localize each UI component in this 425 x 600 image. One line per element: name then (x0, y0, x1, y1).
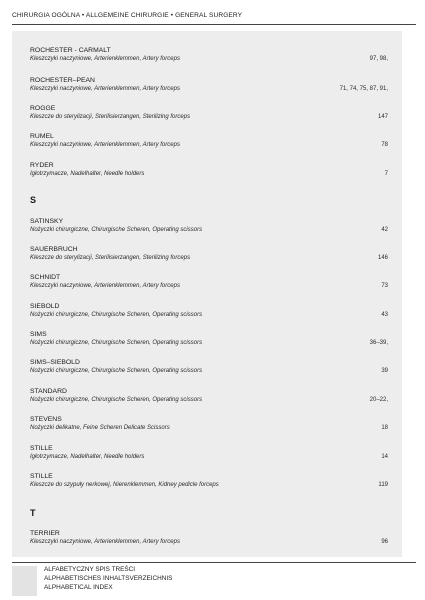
entry-description: Kleszcze do sterylizacji, Sterilisierzangen, Sterilizing forceps (30, 255, 191, 261)
index-entry (30, 104, 388, 122)
entry-name: SIMS–SIEBOLD (30, 359, 80, 366)
entry-description: Kleszczyki naczyniowe, Arterienklemmen, Artery forceps (30, 539, 180, 545)
footer-title (44, 566, 172, 592)
entry-name: ROCHESTER–PEAN (30, 77, 95, 84)
entry-name: SATINSKY (30, 218, 64, 225)
entry-name: STILLE (30, 473, 53, 480)
footer-line-de: ALPHABETISCHES INHALTSVERZEICHNIS (44, 574, 173, 582)
index-entry (30, 444, 388, 462)
entry-name: ROCHESTER - CARMALT (30, 47, 111, 54)
entry-pages: 20–22, (369, 397, 388, 403)
entry-name: SIMS (30, 331, 47, 338)
entry-pages: 14 (381, 454, 388, 460)
entry-description: Igłotrzymacze, Nadelhalter, Needle holders (30, 454, 145, 460)
entry-description: Kleszczyki naczyniowe, Arterienklemmen, Artery forceps (30, 142, 180, 148)
entry-description: Nożyczki chirurgiczne, Chirurgische Scheren, Operating scissors (30, 227, 203, 233)
index-entry (30, 273, 388, 291)
index-entry (30, 415, 388, 433)
entry-name: TERRIER (30, 530, 60, 537)
entry-pages: 96 (381, 539, 388, 545)
footer-marker (12, 566, 37, 596)
entry-pages: 43 (381, 312, 388, 318)
index-entry (30, 46, 388, 64)
entry-pages: 78 (381, 142, 388, 148)
index-entry (30, 302, 388, 320)
entry-description: Nożyczki delikatne, Feine Scheren Delicate Scissors (30, 425, 170, 431)
entry-pages: 71, 74, 75, 87, 91, (339, 86, 388, 92)
footer-line-pl: ALFABETYCZNY SPIS TREŚCI (44, 566, 136, 573)
entry-description: Kleszczyki naczyniowe, Arterienklemmen, Artery forceps (30, 56, 180, 62)
entry-description: Nożyczki chirurgiczne, Chirurgische Scheren, Operating scissors (30, 397, 203, 403)
entry-name: RYDER (30, 162, 54, 169)
entry-name: STANDARD (30, 388, 67, 395)
index-entry (30, 330, 388, 348)
index-entry (30, 245, 388, 263)
index-entry (30, 76, 388, 94)
index-entry (30, 472, 388, 490)
index-entry (30, 217, 388, 235)
entry-pages: 39 (381, 368, 388, 374)
entry-description: Igłotrzymacze, Nadelhalter, Needle holders (30, 171, 145, 177)
entry-name: STILLE (30, 445, 53, 452)
section-letter: T (30, 508, 36, 518)
entry-name: ROGGE (30, 105, 56, 112)
entry-pages: 7 (384, 171, 388, 177)
entry-name: SCHNIDT (30, 274, 61, 281)
index-entry (30, 529, 388, 547)
entry-description: Nożyczki chirurgiczne, Chirurgische Scheren, Operating scissors (30, 340, 203, 346)
entry-pages: 73 (381, 283, 388, 289)
entry-description: Kleszcze do szypuły nerkowej, Nierenklemmen, Kidney pedicle forceps (30, 482, 219, 488)
entry-description: Kleszczyki naczyniowe, Arterienklemmen, Artery forceps (30, 283, 180, 289)
entry-description: Kleszczyki naczyniowe, Arterienklemmen, Artery forceps (30, 86, 180, 92)
header-divider (12, 24, 416, 25)
entry-pages: 147 (377, 114, 388, 120)
section-letter: S (30, 195, 37, 205)
entry-description: Nożyczki chirurgiczne, Chirurgische Scheren, Operating scissors (30, 312, 203, 318)
entry-pages: 97, 98, (369, 56, 388, 62)
entry-name: RUMEL (30, 133, 54, 140)
index-entry (30, 132, 388, 150)
page-header: CHIRURGIA OGÓLNA • ALLGEMEINE CHIRURGIE • GENERAL SURGERY (12, 12, 243, 19)
index-entry (30, 387, 388, 405)
entry-pages: 42 (381, 227, 388, 233)
entry-name: SAUERBRUCH (30, 246, 78, 253)
entry-description: Nożyczki chirurgiczne, Chirurgische Scheren, Operating scissors (30, 368, 203, 374)
entry-description: Kleszcze do sterylizacji, Sterilisierzangen, Sterilizing forceps (30, 114, 191, 120)
entry-name: SIEBOLD (30, 303, 60, 310)
entry-name: STEVENS (30, 416, 62, 423)
entry-pages: 146 (377, 255, 388, 261)
entry-pages: 36–39, (369, 340, 388, 346)
index-entry (30, 161, 388, 179)
entry-pages: 119 (378, 482, 388, 488)
footer-line-en: ALPHABETICAL INDEX (44, 583, 113, 591)
index-entry (30, 358, 388, 376)
footer-divider (12, 562, 416, 563)
entry-pages: 18 (381, 425, 388, 431)
